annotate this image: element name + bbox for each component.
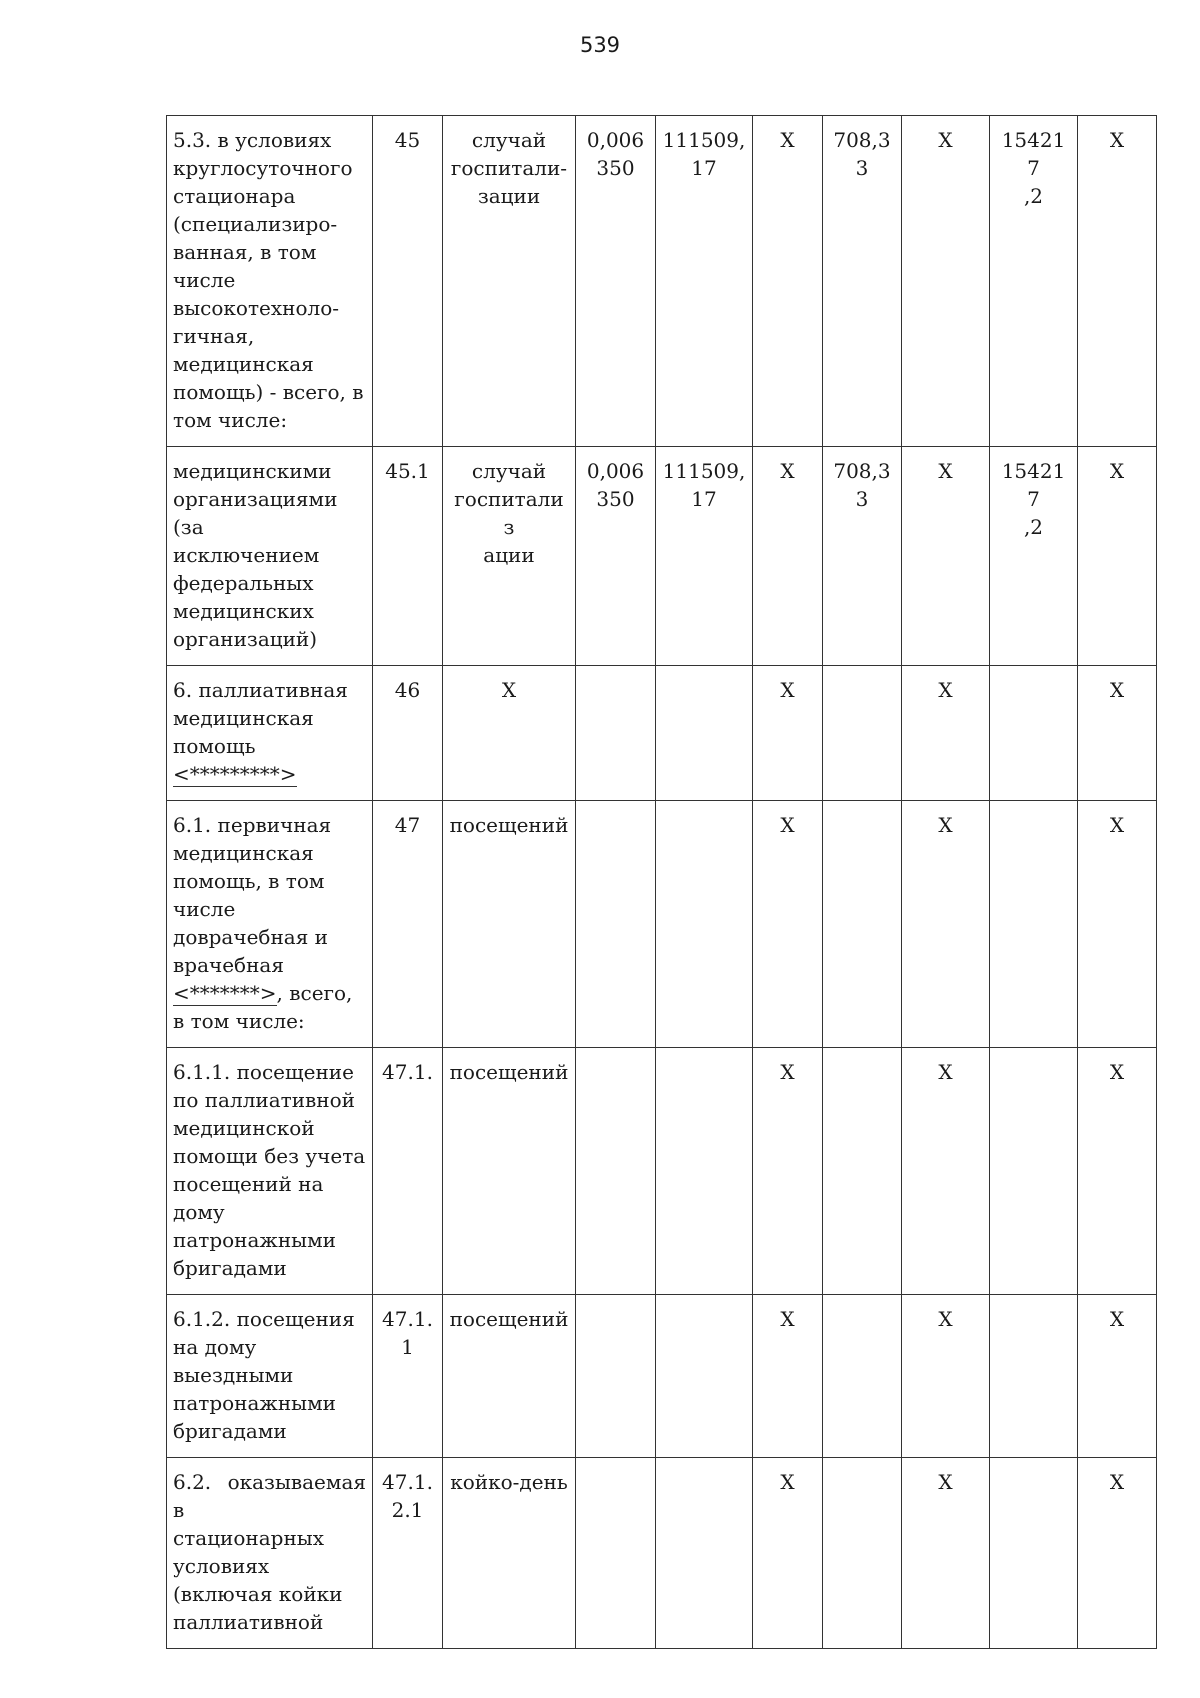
cell-text-line: 0,006 — [586, 128, 645, 152]
cell-text-line: медицинская — [173, 352, 314, 376]
row-col4-cell — [576, 1458, 656, 1649]
row-col10-cell — [1078, 116, 1157, 447]
cell-text-line: патронажными — [173, 1391, 336, 1415]
cell-text-line: 6.1.1. посещение — [173, 1060, 354, 1084]
cell-text-line: паллиативной — [173, 1610, 324, 1634]
cell-text-line: Х — [1109, 1470, 1125, 1494]
row-col4-cell — [576, 1048, 656, 1295]
cell-text-line: случай — [471, 459, 547, 483]
row-col8-cell — [902, 666, 990, 801]
row-col7-cell — [823, 1295, 902, 1458]
cell-text-line: 708,3 — [833, 128, 891, 152]
cell-text-line: 6.1.2. посещения — [173, 1307, 355, 1331]
cell-text-line: (специализиро- — [173, 212, 338, 236]
cell-text-line: Х — [938, 813, 953, 837]
table-row — [167, 1295, 1157, 1458]
cell-text-line: медицинская — [173, 841, 314, 865]
cell-text-line: гичная, — [173, 324, 255, 348]
cell-text-line: стационарных — [173, 1526, 325, 1550]
cell-text-line: организаций) — [173, 627, 318, 651]
cell-text-line: Х — [1109, 1060, 1125, 1084]
row-col4-cell — [576, 1295, 656, 1458]
cell-text-line: 0,006 — [586, 459, 645, 483]
cell-text-line: круглосуточного — [173, 156, 353, 180]
cell-text-line: (включая койки — [173, 1582, 343, 1606]
row-col9-cell — [990, 801, 1078, 1048]
cell-text-line: Х — [501, 678, 517, 702]
row-col10-cell — [1078, 1295, 1157, 1458]
cell-text-line: дому — [173, 1200, 225, 1224]
row-col5-cell — [656, 1458, 753, 1649]
table-row — [167, 801, 1157, 1048]
row-code-cell — [373, 116, 443, 447]
row-name-cell — [167, 1048, 373, 1295]
cell-text-line: Х — [938, 1060, 953, 1084]
cell-text-line: медицинскими — [173, 459, 332, 483]
cell-text-line: зации — [477, 184, 541, 208]
cell-text-line: на дому — [173, 1335, 257, 1359]
row-col6-cell — [753, 1048, 823, 1295]
cell-text-line: выездными — [173, 1363, 294, 1387]
cell-text-line: медицинской — [173, 1116, 315, 1140]
cell-text-line: организациями (за — [173, 487, 338, 539]
cell-text-line: Х — [780, 813, 795, 837]
cell-text-line: 708,3 — [833, 459, 891, 483]
cell-text-line: 2.1 — [391, 1498, 424, 1522]
row-col6-cell — [753, 1458, 823, 1649]
cell-text-line: высокотехноло- — [173, 296, 340, 320]
cell-text-line: 154217 — [1001, 128, 1066, 180]
cell-text-line: помощь) - всего, в — [173, 380, 364, 404]
row-col8-cell — [902, 116, 990, 447]
page-number: 539 — [579, 33, 621, 57]
cell-text-line: Х — [938, 459, 953, 483]
cell-text-line: исключением — [173, 543, 320, 567]
cell-text-line: 111509, — [662, 459, 746, 483]
cell-text-line: доврачебная и — [173, 925, 328, 949]
row-col9-cell — [990, 116, 1078, 447]
row-col4-cell — [576, 116, 656, 447]
row-col9-cell — [990, 1295, 1078, 1458]
row-col6-cell — [753, 116, 823, 447]
cell-text-line: госпитализ — [454, 487, 564, 539]
row-col5-cell — [656, 116, 753, 447]
row-col9-cell — [990, 1048, 1078, 1295]
table-row — [167, 116, 1157, 447]
cell-text-line: Х — [780, 459, 795, 483]
cell-text-line: случай — [471, 128, 547, 152]
row-name-cell — [167, 666, 373, 801]
row-name-cell — [167, 1458, 373, 1649]
row-unit-cell — [443, 801, 576, 1048]
cell-text-line: Х — [780, 678, 795, 702]
table-row — [167, 1458, 1157, 1649]
table-body — [167, 116, 1157, 1649]
row-col9-cell — [990, 447, 1078, 666]
row-code-cell — [373, 1048, 443, 1295]
cell-text-line: по паллиативной — [173, 1088, 356, 1112]
cell-text-line: Х — [1109, 1307, 1125, 1331]
row-col10-cell — [1078, 1458, 1157, 1649]
row-col8-cell — [902, 801, 990, 1048]
cell-text-line: 5.3. в условиях — [173, 128, 332, 152]
row-col8-cell — [902, 447, 990, 666]
cell-text-line: Х — [1109, 128, 1125, 152]
cell-text-line: 47.1. — [382, 1060, 433, 1084]
cell-text-line: Х — [938, 678, 953, 702]
cell-text-line: 47.1. — [382, 1470, 433, 1494]
row-col8-cell — [902, 1048, 990, 1295]
table-row — [167, 447, 1157, 666]
row-col4-cell — [576, 447, 656, 666]
cell-text-line: 6.2. оказываемая в — [173, 1470, 366, 1522]
cell-text-line: посещений — [449, 813, 569, 837]
cell-text-line: Х — [1109, 813, 1125, 837]
table-row — [167, 1048, 1157, 1295]
cell-text-line: патронажными — [173, 1228, 336, 1252]
cell-text-line: медицинская — [173, 706, 314, 730]
cell-text-line: стационара — [173, 184, 296, 208]
row-col9-cell — [990, 1458, 1078, 1649]
cell-text-line: помощь — [173, 734, 256, 758]
row-col7-cell — [823, 116, 902, 447]
cell-text-line: условиях — [173, 1554, 270, 1578]
cell-text-line: Х — [780, 128, 795, 152]
cell-text-line: Х — [938, 1307, 953, 1331]
cell-text-line: помощь, в том — [173, 869, 325, 893]
cell-text-line: 17 — [691, 487, 717, 511]
table-row — [167, 666, 1157, 801]
cell-text-line: 47.1. — [382, 1307, 433, 1331]
cell-text-line: посещений — [449, 1307, 569, 1331]
cell-text-line: 47 — [394, 813, 421, 837]
cell-text-line: посещений — [449, 1060, 569, 1084]
cell-text-line: ации — [483, 543, 535, 567]
row-col8-cell — [902, 1458, 990, 1649]
cell-text-line: помощи без учета — [173, 1144, 366, 1168]
row-col5-cell — [656, 1295, 753, 1458]
cell-text-line: посещений на — [173, 1172, 324, 1196]
row-code-cell — [373, 1458, 443, 1649]
cell-text-line: бригадами — [173, 1419, 287, 1443]
cell-text-line: 3 — [855, 156, 869, 180]
row-col6-cell — [753, 666, 823, 801]
cell-text-line: числе — [173, 268, 236, 292]
cell-text-line: ,2 — [1023, 515, 1044, 539]
cell-text-line: 45 — [394, 128, 421, 152]
cell-text-line: 350 — [596, 487, 635, 511]
row-col6-cell — [753, 801, 823, 1048]
cell-text-line: врачебная — [173, 953, 284, 977]
row-name-cell — [167, 801, 373, 1048]
row-unit-cell — [443, 116, 576, 447]
cell-text-line: Х — [1109, 678, 1125, 702]
cell-text-line: <*********> — [173, 762, 297, 786]
cell-text-line: госпитали- — [450, 156, 568, 180]
cell-text-line: <*******>, всего, — [173, 981, 353, 1005]
cell-text-line: бригадами — [173, 1256, 287, 1280]
cell-text-line: в том числе: — [173, 1009, 305, 1033]
row-col4-cell — [576, 666, 656, 801]
cell-text-line: том числе: — [173, 408, 288, 432]
row-col5-cell — [656, 1048, 753, 1295]
row-col7-cell — [823, 447, 902, 666]
cell-text-line: 45.1 — [385, 459, 430, 483]
row-col7-cell — [823, 666, 902, 801]
row-col8-cell — [902, 1295, 990, 1458]
row-code-cell — [373, 1295, 443, 1458]
cell-text-line: Х — [780, 1060, 795, 1084]
cell-text-line: 6. паллиативная — [173, 678, 348, 702]
row-col5-cell — [656, 447, 753, 666]
row-unit-cell — [443, 1295, 576, 1458]
row-col6-cell — [753, 1295, 823, 1458]
cell-text-line: 111509, — [662, 128, 746, 152]
cell-text-line: медицинских — [173, 599, 314, 623]
cell-text-line: 46 — [394, 678, 421, 702]
row-unit-cell — [443, 447, 576, 666]
cell-text-line: Х — [1109, 459, 1125, 483]
cell-text-line: 17 — [691, 156, 717, 180]
row-col5-cell — [656, 801, 753, 1048]
row-unit-cell — [443, 1458, 576, 1649]
cell-text-line: федеральных — [173, 571, 314, 595]
row-code-cell — [373, 666, 443, 801]
row-code-cell — [373, 801, 443, 1048]
row-col7-cell — [823, 1458, 902, 1649]
row-col10-cell — [1078, 447, 1157, 666]
row-unit-cell — [443, 1048, 576, 1295]
cell-text-line: ,2 — [1023, 184, 1044, 208]
row-col10-cell — [1078, 801, 1157, 1048]
cell-text-line: койко-день — [450, 1470, 568, 1494]
row-name-cell — [167, 447, 373, 666]
cell-text-line: Х — [780, 1307, 795, 1331]
row-col5-cell — [656, 666, 753, 801]
cell-text-line: Х — [938, 1470, 953, 1494]
cell-text-line: 350 — [596, 156, 635, 180]
cell-text-line: Х — [780, 1470, 795, 1494]
row-col10-cell — [1078, 1048, 1157, 1295]
row-col7-cell — [823, 1048, 902, 1295]
data-table — [166, 115, 1157, 1649]
cell-text-line: ванная, в том — [173, 240, 317, 264]
cell-text-line: 154217 — [1001, 459, 1066, 511]
row-col6-cell — [753, 447, 823, 666]
cell-text-line: числе — [173, 897, 236, 921]
row-name-cell — [167, 116, 373, 447]
cell-text-line: Х — [938, 128, 953, 152]
row-unit-cell — [443, 666, 576, 801]
cell-text-line: 6.1. первичная — [173, 813, 332, 837]
row-col7-cell — [823, 801, 902, 1048]
cell-text-line: 1 — [401, 1335, 414, 1359]
row-col9-cell — [990, 666, 1078, 801]
row-code-cell — [373, 447, 443, 666]
row-col4-cell — [576, 801, 656, 1048]
row-col10-cell — [1078, 666, 1157, 801]
row-name-cell — [167, 1295, 373, 1458]
cell-text-line: 3 — [855, 487, 869, 511]
